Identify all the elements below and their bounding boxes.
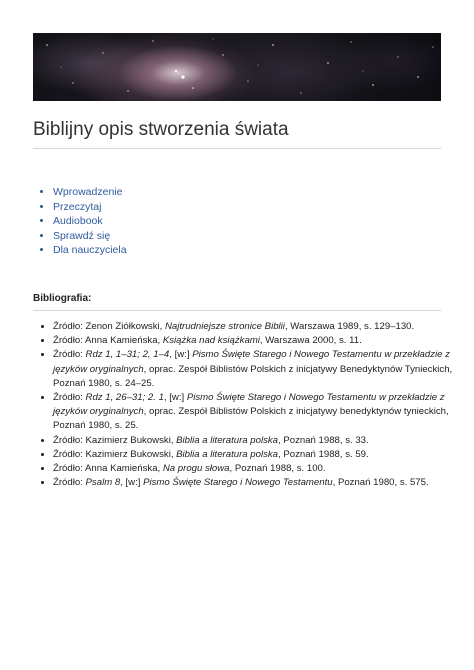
section-nav <box>33 185 127 258</box>
bibliography-item: • Źródło: Anna Kamieńska, Na progu słowa, Poznań 1988, s. 100. <box>53 462 457 476</box>
nav-link-przeczytaj[interactable]: • Przeczytaj <box>53 200 127 215</box>
page-title: Biblijny opis stworzenia świata <box>33 119 289 140</box>
nav-link-wprowadzenie[interactable]: • Wprowadzenie <box>53 185 127 200</box>
bibliography-divider <box>33 310 441 311</box>
bibliography-item: • Źródło: Psalm 8, [w:] Pismo Święte Starego i Nowego Testamentu, Poznań 1980, s. 575. <box>53 476 457 490</box>
bibliography-item: • Źródło: Rdz 1, 1–31; 2, 1–4, [w:] Pismo Święte Starego i Nowego Testamentu w przekładzie z języków oryginalnych, oprac. Zespół Biblistów Polskich z inicjatywy Benedyktynów Tynieckich, Poznań 1980, s. 24–25. <box>53 348 457 391</box>
nebula-banner-image <box>33 33 441 101</box>
nav-link-dla-nauczyciela[interactable]: • Dla nauczyciela <box>53 243 127 258</box>
bibliography-heading: Bibliografia: <box>33 293 92 304</box>
nav-link-sprawdz-sie[interactable]: • Sprawdź się <box>53 229 127 244</box>
title-divider <box>33 148 441 149</box>
bibliography-item: • Źródło: Anna Kamieńska, Książka nad książkami, Warszawa 2000, s. 11. <box>53 334 457 348</box>
bibliography-item: • Źródło: Zenon Ziółkowski, Najtrudniejsze stronice Biblii, Warszawa 1989, s. 129–130. <box>53 320 457 334</box>
bibliography-list <box>33 320 457 490</box>
bibliography-item: • Źródło: Rdz 1, 26–31; 2. 1, [w:] Pismo Święte Starego i Nowego Testamentu w przekładzie z języków oryginalnych, oprac. Zespół Biblistów Polskich z inicjatywy benedyktynów tynieckich, Poznań 1980, s. 25. <box>53 391 457 434</box>
starfield <box>33 33 441 101</box>
bibliography-item: • Źródło: Kazimierz Bukowski, Biblia a literatura polska, Poznań 1988, s. 33. <box>53 434 457 448</box>
nav-link-audiobook[interactable]: • Audiobook <box>53 214 127 229</box>
bibliography-item: • Źródło: Kazimierz Bukowski, Biblia a literatura polska, Poznań 1988, s. 59. <box>53 448 457 462</box>
